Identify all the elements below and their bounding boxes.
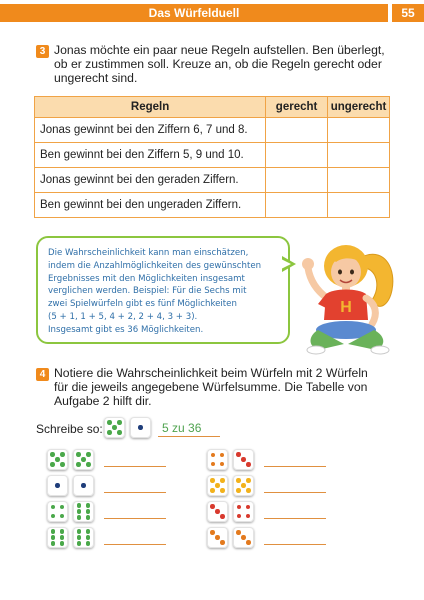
die-pip	[215, 483, 220, 488]
die-pip	[77, 515, 82, 520]
answer-line[interactable]	[264, 466, 326, 467]
die-pip	[246, 462, 251, 467]
die-pip	[210, 478, 215, 483]
info-speech-box	[36, 236, 290, 344]
die-pip	[86, 515, 91, 520]
gerecht-checkbox[interactable]	[266, 168, 328, 193]
info-line: zwei Spielwürfeln gibt es fünf Möglichkeiten	[48, 299, 237, 310]
die-face-1	[47, 475, 68, 496]
info-line: (5 + 1, 1 + 5, 4 + 2, 2 + 4, 3 + 3).	[48, 311, 198, 322]
die-pip	[76, 462, 81, 467]
ungerecht-checkbox[interactable]	[328, 168, 390, 193]
die-face-5	[73, 449, 94, 470]
die-pip	[81, 483, 86, 488]
die-pip	[51, 505, 56, 510]
die-pip	[50, 452, 55, 457]
die-pip	[55, 483, 60, 488]
answer-line[interactable]	[104, 518, 166, 519]
die-face-4	[47, 501, 68, 522]
die-pip	[211, 453, 216, 458]
die-pip	[237, 514, 242, 519]
die-face-3	[207, 501, 228, 522]
die-pip	[215, 509, 220, 514]
die-pip	[220, 478, 225, 483]
die-pip	[60, 529, 65, 534]
die-pip	[220, 514, 225, 519]
die-pip	[117, 420, 122, 425]
example-answer-line	[158, 436, 220, 437]
die-face-5	[233, 475, 254, 496]
gerecht-checkbox[interactable]	[266, 143, 328, 168]
die-pip	[236, 530, 241, 535]
die-pip	[51, 514, 56, 519]
die-pip	[60, 462, 65, 467]
rule-text: Ben gewinnt bei den ungeraden Ziffern.	[35, 193, 266, 218]
rule-text: Ben gewinnt bei den Ziffern 5, 9 und 10.	[35, 143, 266, 168]
speech-bubble-tail-inner	[281, 259, 291, 269]
example-label: Schreibe so:	[36, 422, 103, 436]
rule-text: Jonas gewinnt bei den geraden Ziffern.	[35, 168, 266, 193]
die-pip	[210, 488, 215, 493]
die-pip	[77, 509, 82, 514]
gerecht-checkbox[interactable]	[266, 193, 328, 218]
die-pip	[86, 452, 91, 457]
rules-table-header	[35, 97, 390, 118]
task3-text-line1: Jonas möchte ein paar neue Regeln aufstellen. Ben überlegt,	[54, 43, 385, 57]
die-pip	[86, 462, 91, 467]
die-face-4	[233, 501, 254, 522]
die-face-6	[47, 527, 68, 548]
die-face-5	[47, 449, 68, 470]
die-pip	[51, 541, 56, 546]
task3-text-line3: ungerecht sind.	[54, 71, 138, 85]
info-line: Ergebnisses mit den Möglichkeiten insgesamt	[48, 273, 245, 284]
table-row	[35, 143, 390, 168]
die-pip	[246, 478, 251, 483]
die-pip	[77, 541, 82, 546]
die-pip	[55, 457, 60, 462]
die-pip	[60, 505, 65, 510]
die-pip	[60, 535, 65, 540]
girl-illustration	[294, 238, 404, 358]
info-line: Die Wahrscheinlichkeit kann man einschätzen,	[48, 248, 249, 258]
die-face-3	[233, 449, 254, 470]
die-face-1	[73, 475, 94, 496]
task-number-3: 3	[36, 45, 49, 58]
answer-line[interactable]	[104, 466, 166, 467]
die-face-5	[104, 417, 125, 438]
die-pip	[246, 505, 251, 510]
task-number-4: 4	[36, 368, 49, 381]
page-header	[0, 0, 424, 24]
die-pip	[215, 535, 220, 540]
answer-line[interactable]	[264, 518, 326, 519]
ungerecht-checkbox[interactable]	[328, 143, 390, 168]
die-pip	[60, 541, 65, 546]
info-line: Insgesamt gibt es 36 Möglichkeiten.	[48, 324, 204, 335]
die-pip	[76, 452, 81, 457]
header-gerecht: gerecht	[266, 97, 328, 118]
die-pip	[81, 457, 86, 462]
die-pip	[112, 425, 117, 430]
die-face-3	[233, 527, 254, 548]
die-pip	[246, 540, 251, 545]
die-pip	[220, 488, 225, 493]
die-pip	[86, 509, 91, 514]
task4-text-line3: Aufgabe 2 hilft dir.	[54, 394, 152, 408]
die-pip	[60, 514, 65, 519]
shirt-letter: H	[340, 299, 352, 316]
die-pip	[220, 540, 225, 545]
chapter-title: Das Würfelduell	[0, 4, 388, 22]
table-row	[35, 118, 390, 143]
die-pip	[246, 488, 251, 493]
die-face-6	[73, 527, 94, 548]
die-face-1	[130, 417, 151, 438]
die-pip	[138, 425, 143, 430]
info-line: verglichen werden. Beispiel: Für die Sechs mit	[48, 286, 247, 297]
die-pip	[107, 420, 112, 425]
die-pip	[77, 535, 82, 540]
die-face-4	[207, 449, 228, 470]
table-row	[35, 168, 390, 193]
task3-text-line2: ob er zustimmen soll. Kreuze an, ob die Regeln gerecht oder	[54, 57, 382, 71]
header-regeln: Regeln	[35, 97, 266, 118]
table-row	[35, 193, 390, 218]
die-pip	[77, 529, 82, 534]
die-pip	[237, 505, 242, 510]
rules-table	[34, 96, 390, 218]
info-line: indem die Anzahlmöglichkeiten des gewünschten	[48, 260, 262, 271]
die-pip	[220, 462, 225, 467]
die-face-6	[73, 501, 94, 522]
die-pip	[86, 541, 91, 546]
die-pip	[86, 529, 91, 534]
die-pip	[220, 453, 225, 458]
task4-text-line2: für die jeweils angegebene Würfelsumme. Die Tabelle von	[54, 380, 368, 394]
die-pip	[236, 452, 241, 457]
die-pip	[107, 430, 112, 435]
gerecht-checkbox[interactable]	[266, 118, 328, 143]
answer-line[interactable]	[104, 544, 166, 545]
page-number: 55	[392, 4, 424, 22]
die-pip	[241, 457, 246, 462]
die-pip	[241, 483, 246, 488]
die-face-5	[207, 475, 228, 496]
die-pip	[236, 478, 241, 483]
die-pip	[211, 462, 216, 467]
task4-text-line1: Notiere die Wahrscheinlichkeit beim Würfeln mit 2 Würfeln	[54, 366, 368, 380]
die-pip	[117, 430, 122, 435]
example-answer: 5 zu 36	[162, 421, 202, 435]
ungerecht-checkbox[interactable]	[328, 193, 390, 218]
answer-line[interactable]	[104, 492, 166, 493]
die-pip	[86, 503, 91, 508]
die-pip	[241, 535, 246, 540]
answer-line[interactable]	[264, 492, 326, 493]
rule-text: Jonas gewinnt bei den Ziffern 6, 7 und 8.	[35, 118, 266, 143]
die-pip	[77, 503, 82, 508]
die-pip	[210, 504, 215, 509]
die-pip	[246, 514, 251, 519]
die-pip	[50, 462, 55, 467]
die-pip	[51, 535, 56, 540]
die-pip	[236, 488, 241, 493]
answer-line[interactable]	[264, 544, 326, 545]
die-pip	[86, 535, 91, 540]
ungerecht-checkbox[interactable]	[328, 118, 390, 143]
die-face-3	[207, 527, 228, 548]
header-ungerecht: ungerecht	[328, 97, 390, 118]
die-pip	[51, 529, 56, 534]
die-pip	[60, 452, 65, 457]
die-pip	[210, 530, 215, 535]
